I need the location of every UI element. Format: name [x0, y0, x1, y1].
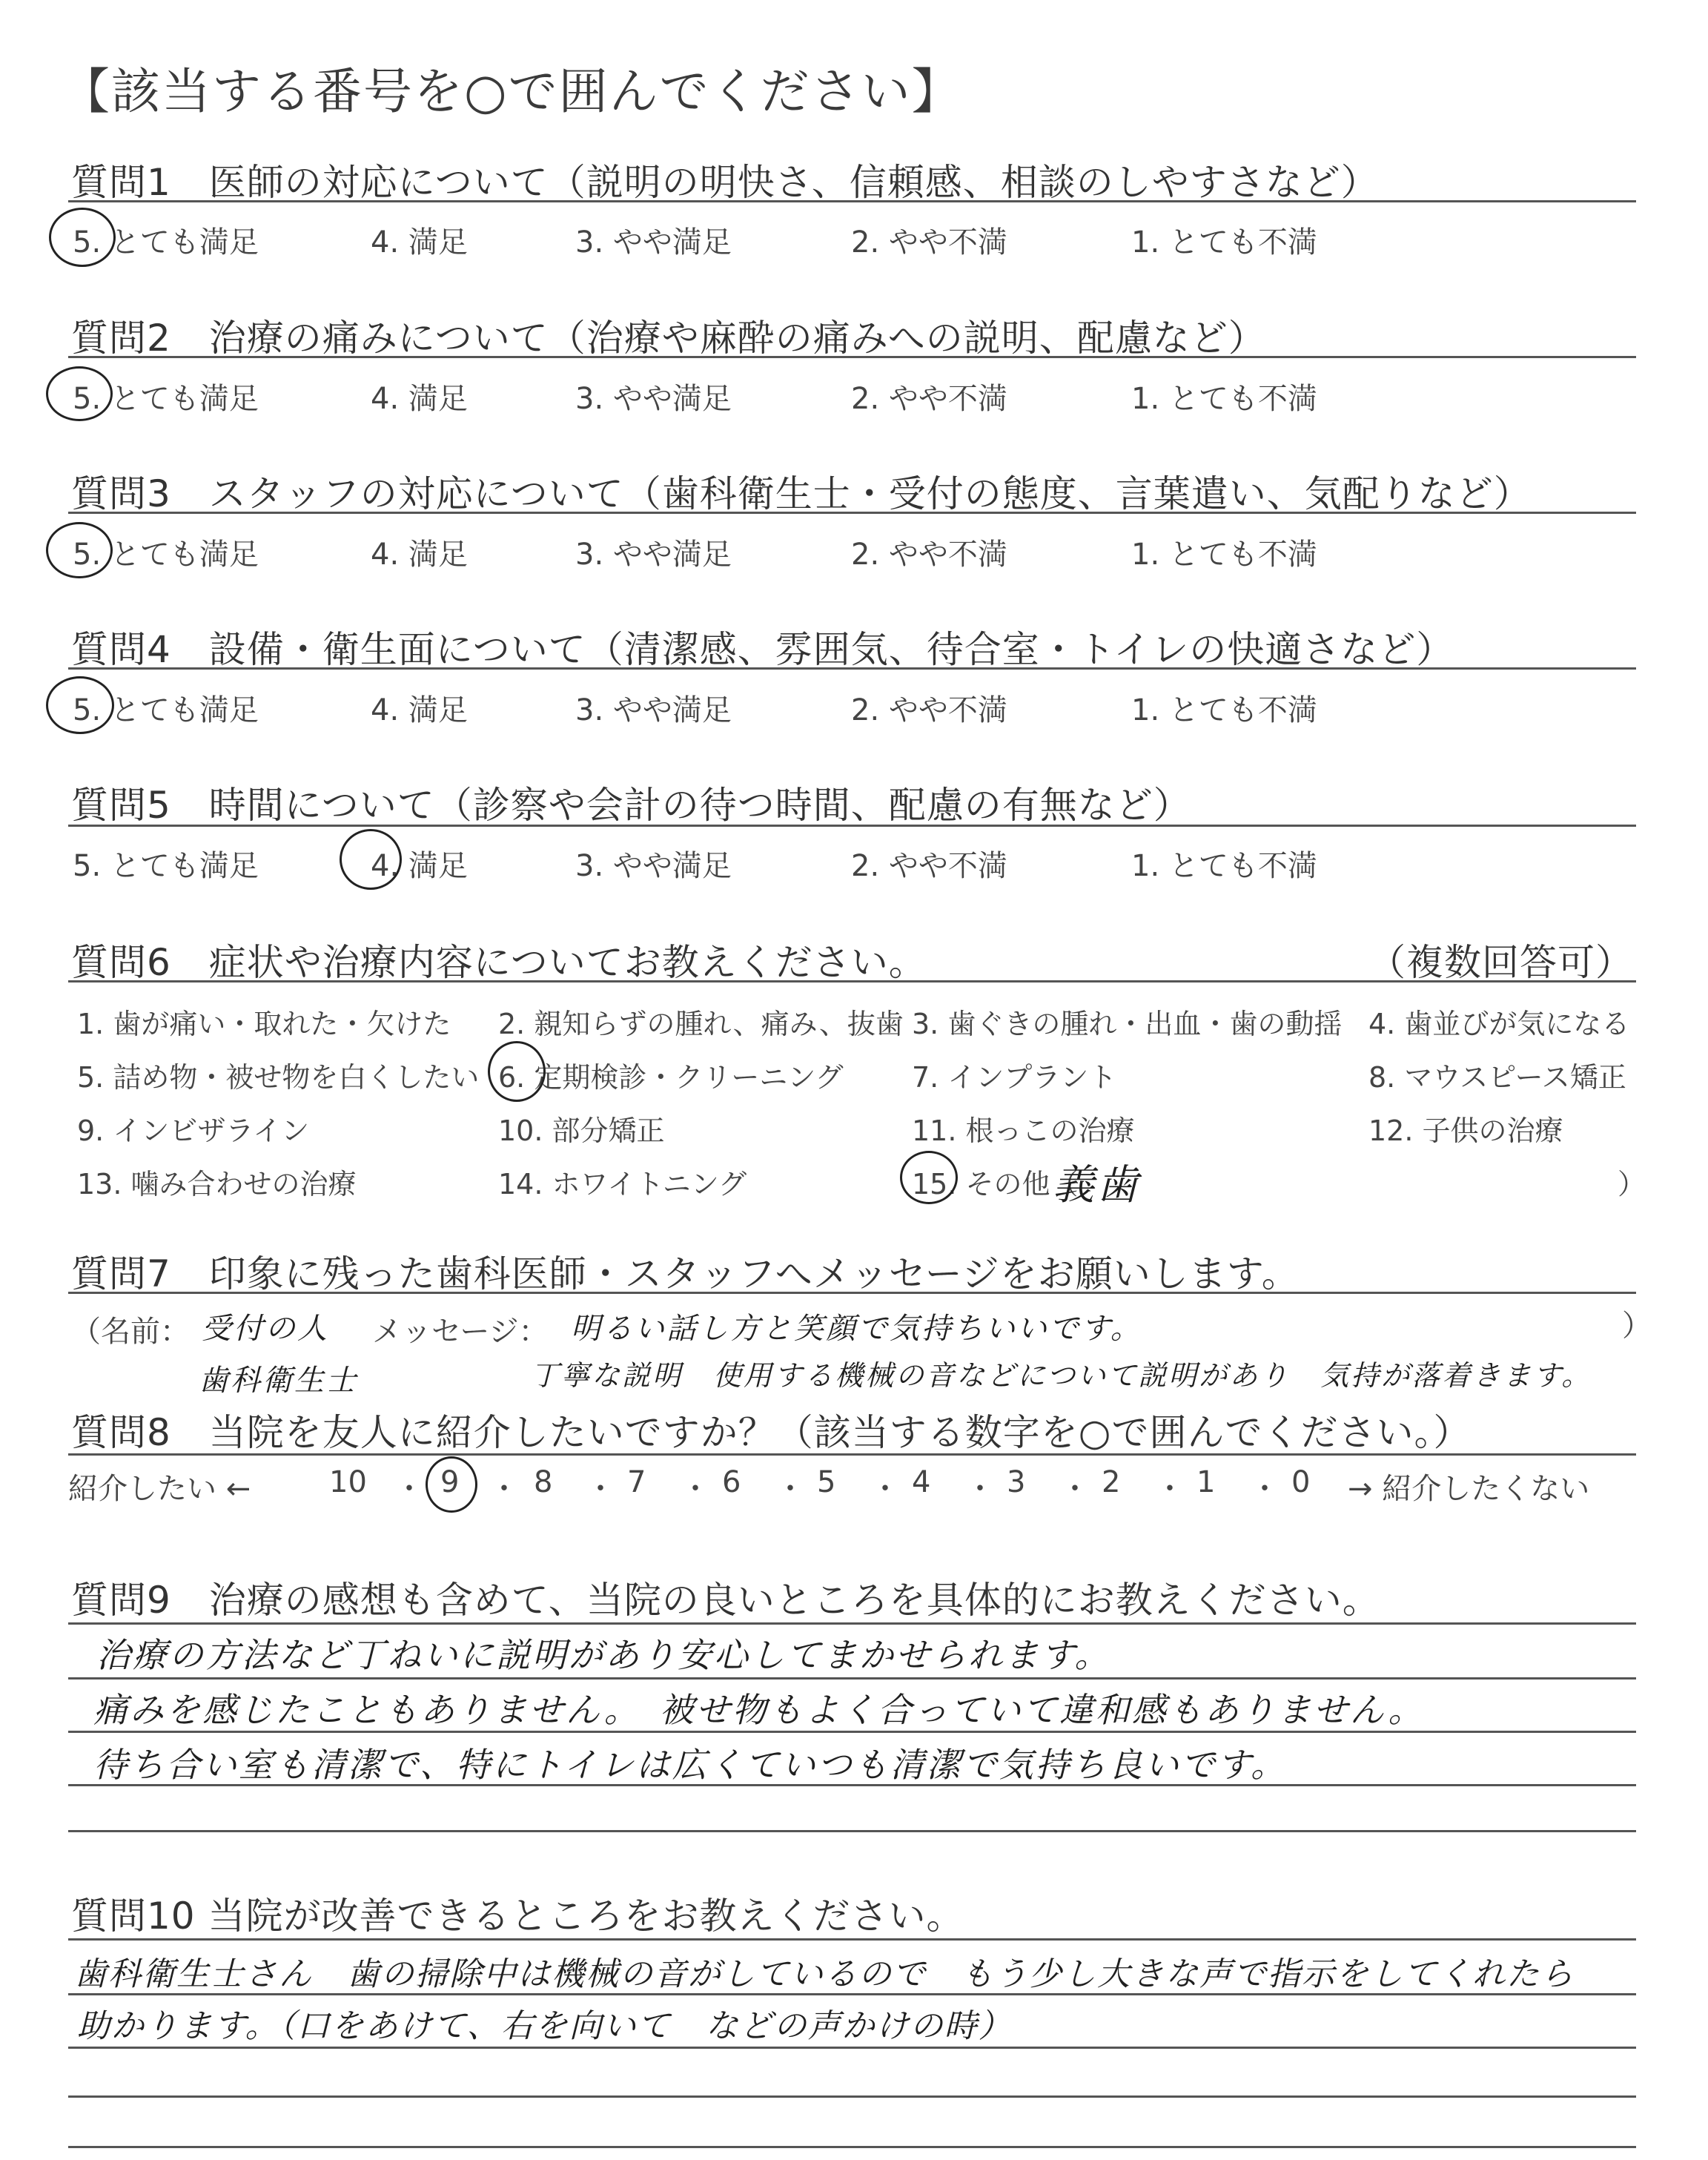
q9-answer-line-2: 痛みを感じたこともありません。 被せ物もよく合っていて違和感もありません。 — [93, 1690, 1425, 1730]
q1-option-3[interactable]: 3. やや満足 — [575, 225, 732, 260]
q4-option-1[interactable]: 1. とても不満 — [1131, 693, 1317, 727]
q10-writing-line — [68, 2095, 1636, 2098]
q8-number-5[interactable]: 5 — [817, 1465, 836, 1499]
q2-rule — [68, 356, 1636, 358]
q10-writing-line — [68, 2146, 1636, 2148]
q5-selection-circle — [340, 829, 402, 890]
q1-option-5[interactable]: 5. とても満足 — [73, 225, 259, 260]
dot-separator: ・ — [775, 1472, 805, 1506]
q3-option-2[interactable]: 2. やや不満 — [851, 538, 1007, 572]
dot-separator: ・ — [1250, 1472, 1280, 1506]
q6-choice-1[interactable]: 1. 歯が痛い・取れた・欠けた — [77, 1008, 451, 1040]
q8-number-1[interactable]: 1 — [1196, 1465, 1216, 1499]
q10-answer-line-2: 助かります。（口をあけて、右を向いて などの声かけの時） — [77, 2007, 1013, 2045]
q2-option-3[interactable]: 3. やや満足 — [575, 382, 732, 416]
q6-choice-12[interactable]: 12. 子供の治療 — [1368, 1114, 1563, 1147]
q2-selection-circle — [46, 366, 113, 421]
q6-note: （複数回答可） — [1368, 941, 1633, 984]
q8-heading: 質問8 当院を友人に紹介したいですか？（該当する数字を○で囲んでください。） — [71, 1411, 1472, 1454]
q6-choice-6[interactable]: 6. 定期検診・クリーニング — [498, 1061, 844, 1094]
q4-selection-circle — [46, 676, 114, 734]
q8-number-8[interactable]: 8 — [534, 1465, 553, 1499]
q2-option-5[interactable]: 5. とても満足 — [73, 382, 259, 416]
q3-option-1[interactable]: 1. とても不満 — [1131, 538, 1317, 572]
q1-rule — [68, 200, 1636, 202]
q8-number-3[interactable]: 3 — [1007, 1465, 1026, 1499]
q5-option-4[interactable]: 4. 満足 — [371, 849, 468, 883]
q2-option-1[interactable]: 1. とても不満 — [1131, 382, 1317, 416]
q8-rule — [68, 1453, 1636, 1456]
q1-option-2[interactable]: 2. やや不満 — [851, 225, 1007, 260]
q6-choice-8[interactable]: 8. マウスピース矯正 — [1368, 1061, 1626, 1094]
q4-option-4[interactable]: 4. 満足 — [371, 693, 468, 727]
q7-message-label: メッセージ： — [372, 1315, 549, 1349]
q9-heading: 質問9 治療の感想も含めて、当院の良いところを具体的にお教えください。 — [71, 1579, 1380, 1622]
q7-entry-2-message: 丁寧な説明 使用する機械の音などについて説明があり 気持が落着きます。 — [531, 1359, 1592, 1392]
q1-selection-circle — [49, 208, 116, 267]
q5-option-5[interactable]: 5. とても満足 — [73, 849, 259, 883]
q9-rule — [68, 1622, 1636, 1625]
dot-separator: ・ — [489, 1472, 519, 1506]
q5-rule — [68, 825, 1636, 827]
q3-rule — [68, 512, 1636, 514]
q4-rule — [68, 667, 1636, 670]
q10-rule — [68, 1938, 1636, 1941]
q7-name-label: （名前： — [71, 1315, 190, 1349]
dot-separator: ・ — [586, 1472, 615, 1506]
q8-number-4[interactable]: 4 — [912, 1465, 931, 1499]
q5-option-1[interactable]: 1. とても不満 — [1131, 849, 1317, 883]
q9-writing-line — [68, 1830, 1636, 1832]
dot-separator: ・ — [870, 1472, 900, 1506]
q3-selection-circle — [46, 522, 113, 578]
q9-answer-line-3: 待ち合い室も清潔で、特にトイレは広くていつも清潔で気持ち良いです。 — [93, 1745, 1288, 1785]
q8-left-label: 紹介したい ← — [68, 1472, 251, 1506]
q10-writing-line — [68, 2047, 1636, 2049]
q7-rule — [68, 1292, 1636, 1294]
q6-selection-circle-15 — [900, 1151, 958, 1204]
q8-right-label: → 紹介したくない — [1348, 1472, 1590, 1506]
q6-choice-4[interactable]: 4. 歯並びが気になる — [1368, 1008, 1630, 1040]
q5-option-2[interactable]: 2. やや不満 — [851, 849, 1007, 883]
q7-entry-1-message: 明るい話し方と笑顔で気持ちいいです。 — [571, 1312, 1142, 1346]
q2-option-4[interactable]: 4. 満足 — [371, 382, 468, 416]
dot-separator: ・ — [394, 1472, 424, 1506]
q3-heading: 質問3 スタッフの対応について（歯科衛生士・受付の態度、言葉遣い、気配りなど） — [71, 472, 1532, 515]
q6-choice-10[interactable]: 10. 部分矯正 — [498, 1114, 665, 1147]
q6-heading: 質問6 症状や治療内容についてお教えください。 — [71, 941, 927, 984]
q9-answer-line-1: 治療の方法など丁ねいに説明があり安心してまかせられます。 — [96, 1635, 1111, 1675]
q6-choice-9[interactable]: 9. インビザライン — [77, 1114, 310, 1147]
q7-entry-2-name: 歯科衛生士 — [199, 1364, 358, 1398]
q4-option-2[interactable]: 2. やや不満 — [851, 693, 1007, 727]
q2-heading: 質問2 治療の痛みについて（治療や麻酔の痛みへの説明、配慮など） — [71, 317, 1266, 360]
q6-selection-circle-6 — [488, 1041, 546, 1102]
q6-choice-5[interactable]: 5. 詰め物・被せ物を白くしたい — [77, 1061, 480, 1094]
page-title: 【該当する番号を○で囲んでください】 — [61, 63, 962, 120]
q6-choice-7[interactable]: 7. インプラント — [912, 1061, 1117, 1094]
dot-separator: ・ — [1060, 1472, 1090, 1506]
q4-option-5[interactable]: 5. とても満足 — [73, 693, 259, 727]
q6-other-close: ） — [1618, 1168, 1646, 1200]
q7-heading: 質問7 印象に残った歯科医師・スタッフへメッセージをお願いします。 — [71, 1252, 1300, 1295]
q3-option-3[interactable]: 3. やや満足 — [575, 538, 732, 572]
q4-heading: 質問4 設備・衛生面について（清潔感、雰囲気、待合室・トイレの快適さなど） — [71, 628, 1454, 671]
q5-option-3[interactable]: 3. やや満足 — [575, 849, 732, 883]
q8-number-6[interactable]: 6 — [722, 1465, 741, 1499]
q3-option-4[interactable]: 4. 満足 — [371, 538, 468, 572]
q3-option-5[interactable]: 5. とても満足 — [73, 538, 259, 572]
q4-option-3[interactable]: 3. やや満足 — [575, 693, 732, 727]
q5-heading: 質問5 時間について（診察や会計の待つ時間、配慮の有無など） — [71, 784, 1191, 827]
q1-option-4[interactable]: 4. 満足 — [371, 225, 468, 260]
q8-selection-circle — [426, 1456, 477, 1513]
q1-heading: 質問1 医師の対応について（説明の明快さ、信頼感、相談のしやすさなど） — [71, 161, 1379, 204]
q10-heading: 質問10 当院が改善できるところをお教えください。 — [71, 1895, 964, 1938]
q6-choice-13[interactable]: 13. 噛み合わせの治療 — [77, 1168, 357, 1200]
q6-choice-3[interactable]: 3. 歯ぐきの腫れ・出血・歯の動揺 — [912, 1008, 1343, 1040]
q6-rule — [68, 980, 1636, 982]
q6-other-handwritten: 義歯 — [1053, 1161, 1140, 1209]
q10-answer-line-1: 歯科衛生士さん 歯の掃除中は機械の音がしているので もう少し大きな声で指示をしてくれたら — [74, 1955, 1575, 1993]
q6-choice-15[interactable]: 15. その他（ — [912, 1168, 1079, 1200]
q2-option-2[interactable]: 2. やや不満 — [851, 382, 1007, 416]
q7-entry-1-name: 受付の人 — [202, 1312, 329, 1346]
dot-separator: ・ — [1155, 1472, 1185, 1506]
q9-writing-line — [68, 1677, 1636, 1680]
q7-close: ） — [1622, 1309, 1652, 1343]
q8-number-7[interactable]: 7 — [627, 1465, 646, 1499]
q6-choice-2[interactable]: 2. 親知らずの腫れ、痛み、抜歯 — [498, 1008, 904, 1040]
dot-separator: ・ — [681, 1472, 710, 1506]
dot-separator: ・ — [965, 1472, 995, 1506]
q8-number-9[interactable]: 9 — [440, 1465, 460, 1499]
q8-number-2[interactable]: 2 — [1102, 1465, 1121, 1499]
q6-choice-14[interactable]: 14. ホワイトニング — [498, 1168, 747, 1200]
q6-choice-11[interactable]: 11. 根っこの治療 — [912, 1114, 1135, 1147]
q1-option-1[interactable]: 1. とても不満 — [1131, 225, 1317, 260]
q8-number-10[interactable]: 10 — [329, 1465, 367, 1499]
q8-number-0[interactable]: 0 — [1291, 1465, 1311, 1499]
